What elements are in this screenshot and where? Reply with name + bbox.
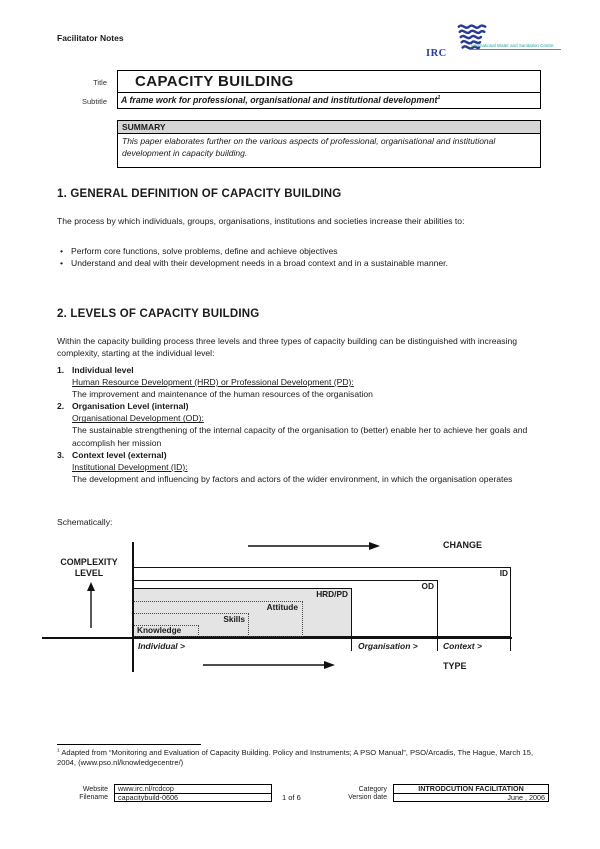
x-label-organisation: Organisation >	[358, 641, 418, 651]
level-term: Institutional Development (ID):	[72, 461, 188, 472]
level-item-individual	[57, 364, 545, 400]
section-2-intro: Within the capacity building process three levels and three types of capacity building can be distinguished with increasing complexity, starting at the individual level:	[57, 336, 518, 358]
section-1-intro: The process by which individuals, groups, organisations, institutions and societies increase their abilities to:	[57, 216, 465, 226]
level-description: The sustainable strengthening of the internal capacity of the organisation to (better) enable her to achieve her goals and accomplish her mission	[72, 425, 528, 448]
level-item-organisation	[57, 400, 545, 448]
irc-logo	[423, 22, 561, 60]
od-label: OD	[421, 581, 434, 591]
up-arrow-icon	[84, 582, 98, 630]
x-axis-tick	[437, 639, 438, 651]
level-term: Organisational Development (OD):	[72, 413, 204, 424]
footnote-rule	[57, 744, 201, 745]
irc-logo-tagline: International Water and Sanitation Centre	[471, 43, 561, 50]
category-label: Category	[358, 786, 387, 793]
filename-value: capacitybuild-0606	[114, 793, 272, 803]
category-value: INTRODCUTION FACILITATION	[393, 784, 549, 794]
title-box	[117, 70, 541, 93]
y-axis	[132, 542, 134, 672]
x-axis-tick	[510, 639, 511, 651]
page-number: 1 of 6	[282, 793, 301, 802]
page-subtitle: A frame work for professional, organisational and institutional development	[121, 95, 438, 105]
irc-logo-text: IRC	[426, 48, 447, 59]
website-label: Website	[82, 786, 108, 793]
capacity-levels-diagram	[40, 536, 552, 691]
id-label: ID	[499, 568, 508, 578]
level-term: Human Resource Development (HRD) or Professional Development (PD):	[72, 377, 354, 388]
filename-label: Filename	[79, 794, 108, 801]
doc-type-label: Facilitator Notes	[57, 33, 124, 43]
x-label-individual: Individual >	[138, 641, 185, 651]
level-title: Context level (external)	[72, 449, 167, 460]
y-axis-label	[48, 557, 130, 578]
page-title: CAPACITY BUILDING	[135, 73, 294, 90]
right-arrow-bottom-icon	[203, 659, 335, 671]
footnote-text: Adapted from “Monitoring and Evaluation of Capacity Building. Policy and Instruments; A PSO Manual”, PSO/Arcadis, The Hague, March 15, 2004, (www.pso.nl/knowledgecentre/)	[57, 748, 534, 767]
footnote-marker: 1	[57, 747, 60, 753]
levels-list	[57, 364, 545, 485]
summary-body: This paper elaborates further on the various aspects of professional, organisational and institutional development in capacity building.	[117, 133, 541, 168]
change-axis-label: CHANGE	[443, 540, 483, 550]
level-number: 1.	[57, 365, 65, 375]
summary-heading: SUMMARY	[117, 120, 541, 134]
version-date-value: June , 2006	[393, 793, 549, 803]
x-axis-tick	[351, 639, 352, 651]
subtitle-footnote-ref: 1	[437, 95, 441, 102]
type-axis-label: TYPE	[443, 661, 467, 671]
level-item-context	[57, 449, 545, 485]
attitude-label: Attitude	[266, 602, 298, 612]
bullet-item	[57, 245, 539, 257]
version-date-label: Version date	[348, 794, 387, 801]
bullet-icon: •	[60, 258, 64, 269]
schematically-label: Schematically:	[57, 517, 113, 527]
x-label-context: Context >	[443, 641, 482, 651]
bullet-text: Understand and deal with their development needs in a broad context and in a sustainable manner.	[71, 258, 448, 269]
section-1-heading: 1. GENERAL DEFINITION OF CAPACITY BUILDING	[57, 188, 342, 200]
level-description: The development and influencing by factors and actors of the wider environment, in which the organisation operates	[72, 473, 513, 484]
y-axis-label-line1: COMPLEXITY	[60, 557, 118, 567]
bullet-text: Perform core functions, solve problems, define and achieve objectives	[71, 246, 338, 256]
bullet-list	[57, 245, 539, 270]
level-number: 3.	[57, 449, 65, 460]
website-value: www.irc.nl/rcdcop	[114, 784, 272, 794]
right-arrow-top-icon	[248, 540, 380, 552]
title-field-label: Title	[93, 78, 107, 87]
x-axis	[42, 637, 512, 639]
bullet-item	[57, 257, 539, 269]
subtitle-box	[117, 92, 541, 109]
level-description: The improvement and maintenance of the human resources of the organisation	[72, 389, 373, 400]
y-axis-label-line2: LEVEL	[74, 567, 104, 578]
level-title: Organisation Level (internal)	[72, 401, 189, 412]
skills-label: Skills	[223, 614, 245, 624]
section-2-heading: 2. LEVELS OF CAPACITY BUILDING	[57, 308, 260, 320]
level-title: Individual level	[72, 365, 134, 375]
subtitle-field-label: Subtitle	[81, 97, 107, 106]
hrdpd-label: HRD/PD	[316, 589, 348, 599]
knowledge-label: Knowledge	[137, 625, 182, 635]
footnote	[57, 748, 547, 768]
level-number: 2.	[57, 401, 65, 412]
bullet-icon: •	[60, 246, 64, 256]
